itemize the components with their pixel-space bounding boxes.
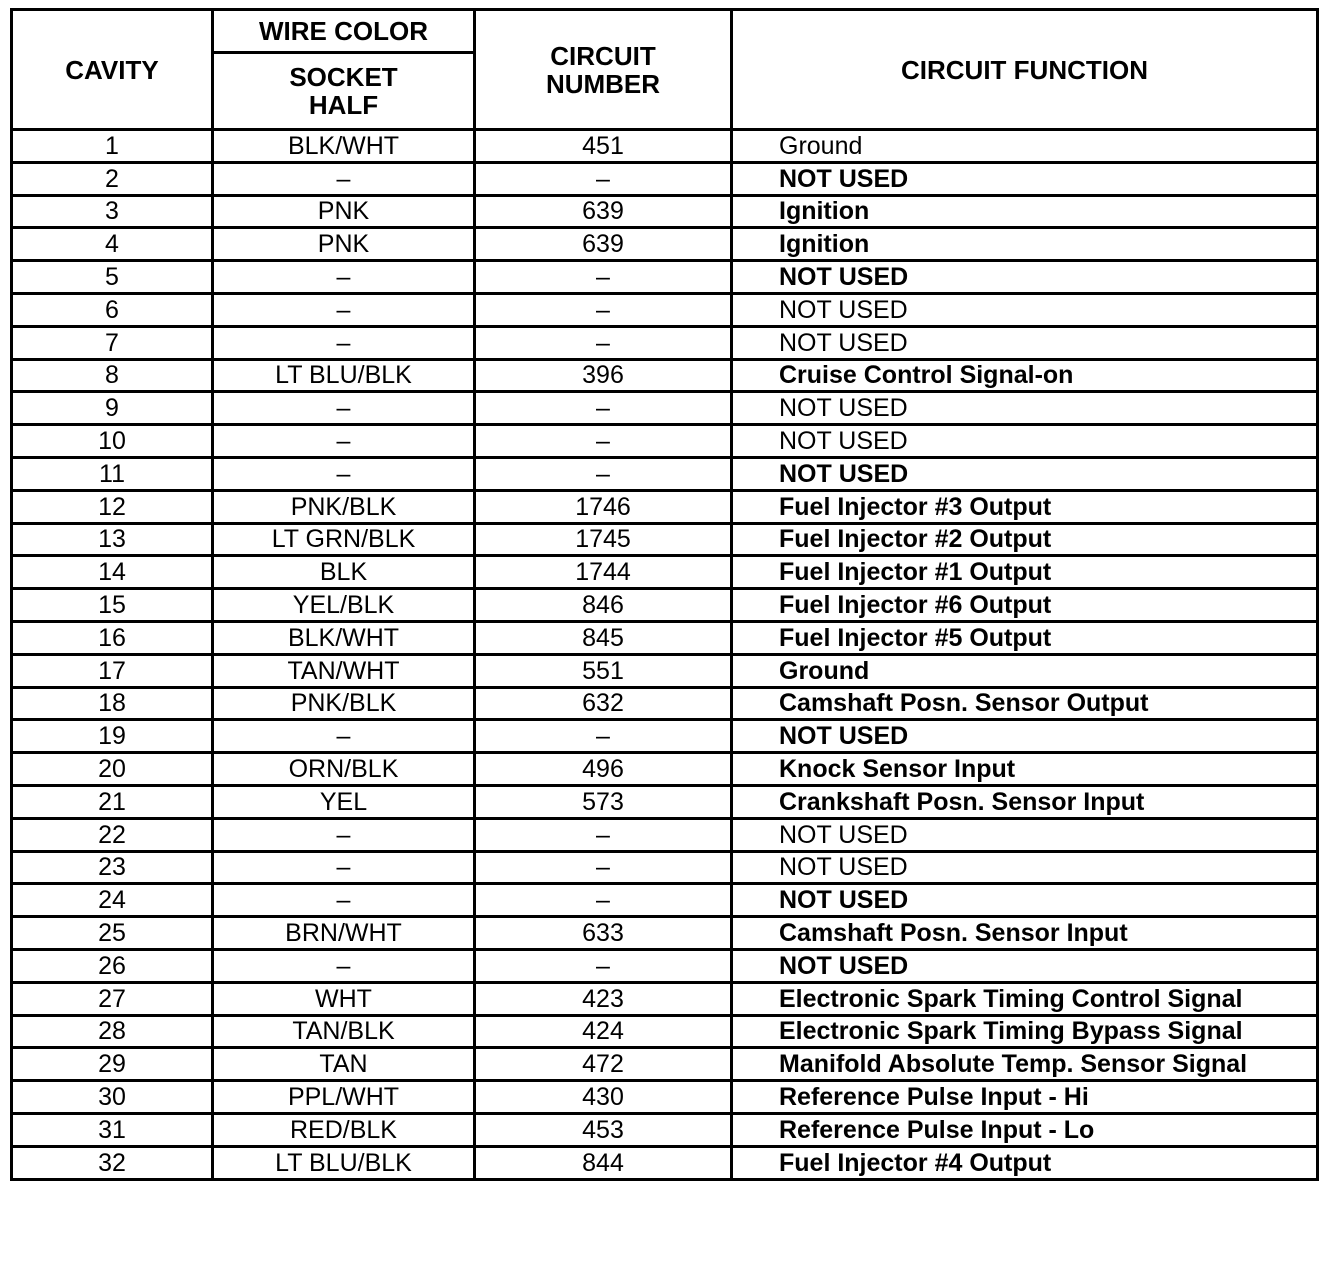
circuit-number-cell: 1744: [475, 556, 732, 589]
circuit-number-cell: 844: [475, 1146, 732, 1179]
wire-color-cell: ORN/BLK: [213, 753, 475, 786]
table-row: [12, 392, 1318, 425]
circuit-number-cell: 639: [475, 195, 732, 228]
circuit-function-cell: NOT USED: [732, 326, 1318, 359]
cavity-cell: 11: [12, 457, 213, 490]
cavity-cell: 25: [12, 917, 213, 950]
table-row: [12, 917, 1318, 950]
wire-color-cell: LT BLU/BLK: [213, 359, 475, 392]
circuit-function-cell: NOT USED: [732, 457, 1318, 490]
table-row: [12, 1048, 1318, 1081]
table-row: [12, 556, 1318, 589]
table-row: [12, 687, 1318, 720]
cavity-cell: 27: [12, 982, 213, 1015]
cavity-cell: 30: [12, 1081, 213, 1114]
wire-color-cell: LT BLU/BLK: [213, 1146, 475, 1179]
cavity-cell: 15: [12, 589, 213, 622]
wire-color-cell: PNK/BLK: [213, 687, 475, 720]
circuit-number-cell: –: [475, 425, 732, 458]
cavity-cell: 10: [12, 425, 213, 458]
circuit-number-cell: –: [475, 818, 732, 851]
wire-color-cell: –: [213, 326, 475, 359]
table-row: [12, 228, 1318, 261]
circuit-number-cell: –: [475, 293, 732, 326]
cavity-cell: 5: [12, 261, 213, 294]
circuit-number-cell: 639: [475, 228, 732, 261]
table-row: [12, 457, 1318, 490]
cavity-cell: 3: [12, 195, 213, 228]
wire-color-cell: WHT: [213, 982, 475, 1015]
cavity-cell: 26: [12, 949, 213, 982]
circuit-number-cell: 846: [475, 589, 732, 622]
cavity-cell: 9: [12, 392, 213, 425]
wire-color-cell: TAN/BLK: [213, 1015, 475, 1048]
circuit-number-cell: 430: [475, 1081, 732, 1114]
cavity-cell: 1: [12, 130, 213, 163]
circuit-function-cell: NOT USED: [732, 425, 1318, 458]
wire-color-cell: PNK/BLK: [213, 490, 475, 523]
cavity-cell: 4: [12, 228, 213, 261]
circuit-function-cell: Fuel Injector #5 Output: [732, 621, 1318, 654]
wire-color-cell: –: [213, 425, 475, 458]
wire-color-cell: –: [213, 261, 475, 294]
wire-color-cell: RED/BLK: [213, 1113, 475, 1146]
table-row: [12, 621, 1318, 654]
circuit-number-cell: 1745: [475, 523, 732, 556]
table-row: [12, 261, 1318, 294]
cavity-cell: 17: [12, 654, 213, 687]
circuit-number-cell: 1746: [475, 490, 732, 523]
cavity-cell: 16: [12, 621, 213, 654]
wire-color-cell: –: [213, 392, 475, 425]
wire-color-cell: –: [213, 884, 475, 917]
cavity-cell: 23: [12, 851, 213, 884]
cavity-cell: 18: [12, 687, 213, 720]
circuit-number-cell: –: [475, 326, 732, 359]
wire-color-cell: PNK: [213, 228, 475, 261]
table-body: [12, 130, 1318, 1180]
circuit-function-cell: Fuel Injector #2 Output: [732, 523, 1318, 556]
circuit-function-cell: NOT USED: [732, 884, 1318, 917]
header-wire-color: WIRE COLOR: [213, 10, 475, 53]
header-circuit-number: CIRCUIT NUMBER: [475, 10, 732, 130]
wire-color-cell: BLK/WHT: [213, 621, 475, 654]
circuit-function-cell: Crankshaft Posn. Sensor Input: [732, 785, 1318, 818]
table-row: [12, 1146, 1318, 1179]
table-row: [12, 949, 1318, 982]
circuit-function-cell: Fuel Injector #4 Output: [732, 1146, 1318, 1179]
cavity-cell: 20: [12, 753, 213, 786]
table-row: [12, 982, 1318, 1015]
circuit-number-cell: 453: [475, 1113, 732, 1146]
circuit-number-cell: –: [475, 851, 732, 884]
table-row: [12, 818, 1318, 851]
table-row: [12, 1015, 1318, 1048]
circuit-function-cell: Reference Pulse Input - Lo: [732, 1113, 1318, 1146]
circuit-function-cell: NOT USED: [732, 293, 1318, 326]
circuit-function-cell: NOT USED: [732, 392, 1318, 425]
circuit-function-cell: NOT USED: [732, 851, 1318, 884]
wire-color-cell: PPL/WHT: [213, 1081, 475, 1114]
table-header: [12, 10, 1318, 130]
table-row: [12, 720, 1318, 753]
table-row: [12, 884, 1318, 917]
cavity-cell: 32: [12, 1146, 213, 1179]
cavity-cell: 7: [12, 326, 213, 359]
wire-color-cell: BRN/WHT: [213, 917, 475, 950]
cavity-cell: 21: [12, 785, 213, 818]
circuit-function-cell: NOT USED: [732, 162, 1318, 195]
circuit-number-cell: 632: [475, 687, 732, 720]
circuit-function-cell: Ground: [732, 130, 1318, 163]
wire-color-cell: –: [213, 720, 475, 753]
wire-color-cell: BLK/WHT: [213, 130, 475, 163]
table-row: [12, 326, 1318, 359]
circuit-function-cell: Fuel Injector #3 Output: [732, 490, 1318, 523]
circuit-number-cell: 423: [475, 982, 732, 1015]
circuit-function-cell: NOT USED: [732, 261, 1318, 294]
header-socket-half: SOCKET HALF: [213, 53, 475, 130]
table-row: [12, 130, 1318, 163]
cavity-cell: 22: [12, 818, 213, 851]
table-row: [12, 162, 1318, 195]
circuit-number-cell: 424: [475, 1015, 732, 1048]
circuit-number-cell: –: [475, 392, 732, 425]
connector-pinout-table: [10, 8, 1319, 1181]
cavity-cell: 14: [12, 556, 213, 589]
circuit-function-cell: Electronic Spark Timing Control Signal: [732, 982, 1318, 1015]
circuit-function-cell: Fuel Injector #6 Output: [732, 589, 1318, 622]
circuit-number-cell: 845: [475, 621, 732, 654]
cavity-cell: 13: [12, 523, 213, 556]
circuit-number-cell: 472: [475, 1048, 732, 1081]
cavity-cell: 12: [12, 490, 213, 523]
wire-color-cell: TAN/WHT: [213, 654, 475, 687]
circuit-function-cell: Ignition: [732, 195, 1318, 228]
wire-color-cell: –: [213, 949, 475, 982]
circuit-function-cell: Manifold Absolute Temp. Sensor Signal: [732, 1048, 1318, 1081]
table-row: [12, 359, 1318, 392]
wire-color-cell: –: [213, 293, 475, 326]
circuit-function-cell: Electronic Spark Timing Bypass Signal: [732, 1015, 1318, 1048]
cavity-cell: 2: [12, 162, 213, 195]
wire-color-cell: BLK: [213, 556, 475, 589]
cavity-cell: 8: [12, 359, 213, 392]
table-row: [12, 589, 1318, 622]
circuit-number-cell: 396: [475, 359, 732, 392]
circuit-function-cell: Camshaft Posn. Sensor Output: [732, 687, 1318, 720]
table-row: [12, 523, 1318, 556]
circuit-function-cell: NOT USED: [732, 818, 1318, 851]
wire-color-cell: –: [213, 457, 475, 490]
circuit-number-cell: –: [475, 884, 732, 917]
circuit-function-cell: Cruise Control Signal-on: [732, 359, 1318, 392]
circuit-number-cell: –: [475, 720, 732, 753]
circuit-function-cell: Camshaft Posn. Sensor Input: [732, 917, 1318, 950]
table-row: [12, 293, 1318, 326]
wire-color-cell: TAN: [213, 1048, 475, 1081]
circuit-function-cell: Reference Pulse Input - Hi: [732, 1081, 1318, 1114]
cavity-cell: 19: [12, 720, 213, 753]
cavity-cell: 24: [12, 884, 213, 917]
circuit-function-cell: Ground: [732, 654, 1318, 687]
table-row: [12, 851, 1318, 884]
table-row: [12, 425, 1318, 458]
circuit-number-cell: 633: [475, 917, 732, 950]
cavity-cell: 28: [12, 1015, 213, 1048]
circuit-number-cell: 451: [475, 130, 732, 163]
table-row: [12, 195, 1318, 228]
header-circuit-function: CIRCUIT FUNCTION: [732, 10, 1318, 130]
table-row: [12, 1081, 1318, 1114]
cavity-cell: 29: [12, 1048, 213, 1081]
circuit-function-cell: NOT USED: [732, 949, 1318, 982]
circuit-number-cell: –: [475, 949, 732, 982]
wire-color-cell: –: [213, 851, 475, 884]
circuit-function-cell: Ignition: [732, 228, 1318, 261]
table-row: [12, 753, 1318, 786]
wire-color-cell: –: [213, 818, 475, 851]
circuit-number-cell: 551: [475, 654, 732, 687]
wire-color-cell: LT GRN/BLK: [213, 523, 475, 556]
circuit-number-cell: 496: [475, 753, 732, 786]
circuit-function-cell: Knock Sensor Input: [732, 753, 1318, 786]
header-cavity: CAVITY: [12, 10, 213, 130]
table-row: [12, 785, 1318, 818]
circuit-number-cell: –: [475, 457, 732, 490]
circuit-function-cell: Fuel Injector #1 Output: [732, 556, 1318, 589]
cavity-cell: 6: [12, 293, 213, 326]
circuit-number-cell: –: [475, 261, 732, 294]
wire-color-cell: PNK: [213, 195, 475, 228]
circuit-function-cell: NOT USED: [732, 720, 1318, 753]
table-row: [12, 490, 1318, 523]
cavity-cell: 31: [12, 1113, 213, 1146]
table-row: [12, 1113, 1318, 1146]
table-row: [12, 654, 1318, 687]
wire-color-cell: –: [213, 162, 475, 195]
circuit-number-cell: 573: [475, 785, 732, 818]
wire-color-cell: YEL: [213, 785, 475, 818]
circuit-number-cell: –: [475, 162, 732, 195]
wire-color-cell: YEL/BLK: [213, 589, 475, 622]
